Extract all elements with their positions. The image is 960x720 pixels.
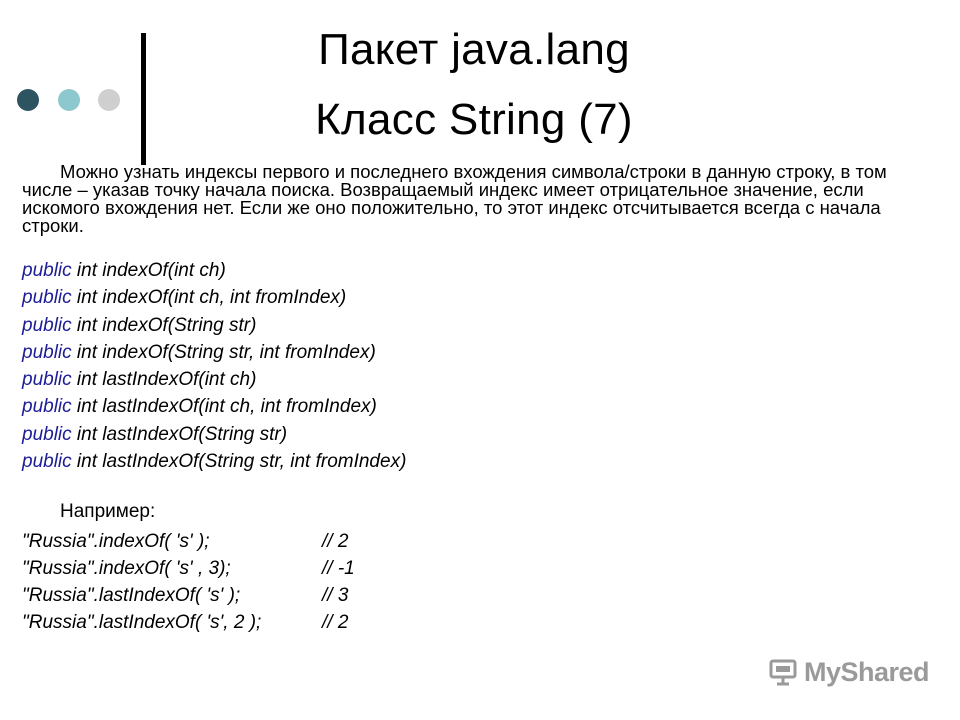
method-item [22,366,406,393]
method-signature: int lastIndexOf(int ch, int fromIndex) [71,396,377,418]
dot-dark [17,89,39,111]
example-result: // 2 [322,531,349,552]
slide-title-line2: Класс String (7) [315,95,633,144]
method-keyword: public [22,423,72,445]
watermark-text: MyShared [804,656,930,687]
dot-gray [98,89,120,111]
example-list [22,528,355,636]
method-keyword: public [22,369,72,391]
method-item [22,448,406,475]
example-item [22,609,349,636]
myshared-watermark [768,654,929,690]
method-item [22,393,406,420]
method-keyword: public [22,314,72,336]
intro-paragraph: Можно узнать индексы первого и последнего вхождения символа/строки в данную строку, в том числе – указав точку начала поиска. Возвращаемый индекс имеет отрицательное значение, если искомого вхождения нет. Если же оно положительно, то этот индекс отсчитывается всегда с начала строки. [22,161,887,236]
example-item [22,582,349,609]
method-keyword: public [22,287,72,309]
method-item [22,284,406,311]
method-item [22,339,406,366]
example-label: Например: [60,501,156,522]
example-code: "Russia".indexOf( 's' , 3); [22,558,231,579]
example-code: "Russia".lastIndexOf( 's', 2 ); [22,612,262,633]
method-keyword: public [22,260,72,281]
method-item [22,257,406,284]
dot-teal [58,89,80,111]
example-code: "Russia".indexOf( 's' ); [22,531,210,552]
method-signature: int indexOf(String str, int fromIndex) [71,341,376,363]
slide-title-line1: Пакет java.lang [318,25,630,74]
method-keyword: public [22,451,72,473]
example-result: // 3 [322,585,349,606]
example-result: // 2 [322,612,349,633]
example-item [22,555,355,582]
method-signature: int indexOf(int ch) [71,260,226,281]
method-list [22,257,406,475]
example-result: // -1 [322,558,355,579]
example-item [22,528,349,555]
method-signature: int indexOf(String str) [71,314,257,336]
method-signature: int lastIndexOf(String str) [71,423,288,445]
method-signature: int indexOf(int ch, int fromIndex) [71,287,347,309]
method-keyword: public [22,396,72,418]
example-code: "Russia".lastIndexOf( 's' ); [22,585,241,606]
method-signature: int lastIndexOf(String str, int fromIndex) [71,451,407,473]
method-item [22,421,406,448]
method-signature: int lastIndexOf(int ch) [71,369,257,391]
method-keyword: public [22,341,72,363]
projector-icon [768,657,798,687]
method-item [22,312,406,339]
